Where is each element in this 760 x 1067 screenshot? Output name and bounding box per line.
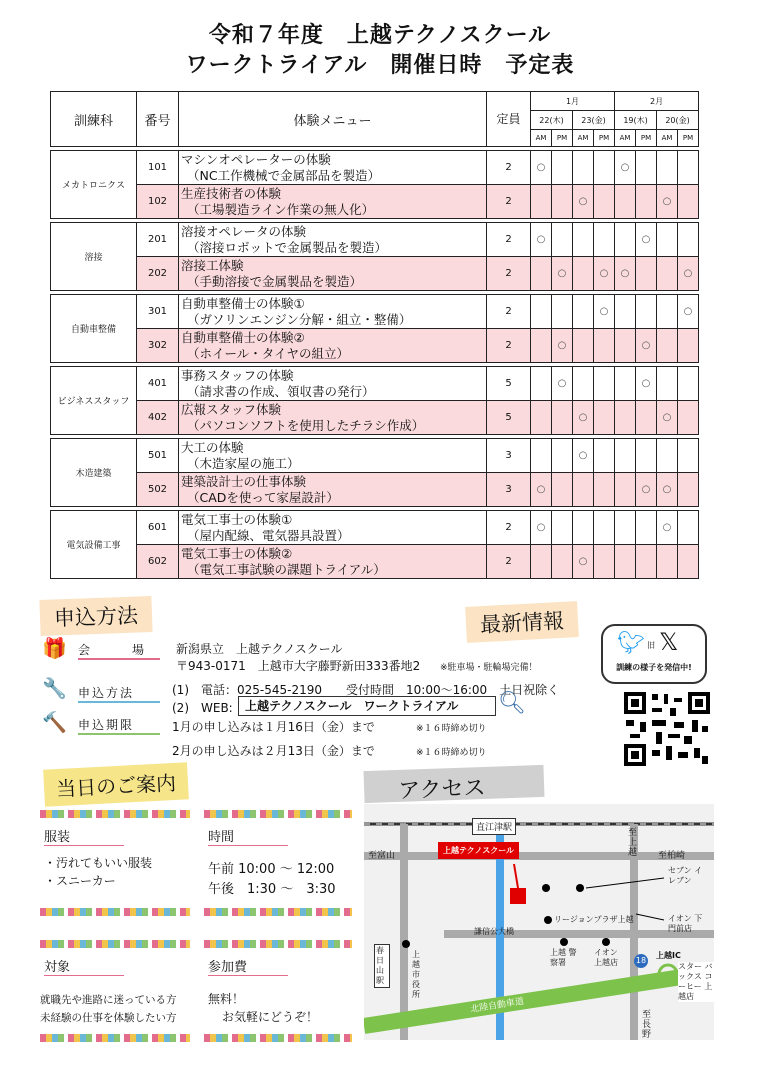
capacity-cell: 2 bbox=[487, 295, 531, 329]
map-label: 至富山 bbox=[368, 851, 396, 861]
table-row bbox=[51, 257, 699, 291]
map-label: リージョンプラザ上越 bbox=[554, 915, 634, 924]
menu-cell bbox=[179, 151, 487, 185]
slot-cell bbox=[615, 367, 636, 401]
table-row bbox=[51, 439, 699, 473]
news-banner: 最新情報 bbox=[465, 601, 579, 643]
slot-cell bbox=[552, 473, 573, 507]
slot-cell bbox=[678, 329, 699, 363]
header-menu: 体験メニュー bbox=[179, 92, 487, 147]
header-ampm: PM bbox=[636, 130, 657, 147]
time-am: 午前 10:00 ～ 12:00 bbox=[208, 862, 335, 877]
slot-cell bbox=[657, 223, 678, 257]
slot-cell bbox=[636, 185, 657, 219]
map-label: イオン 上越店 bbox=[594, 948, 618, 967]
slot-cell: ○ bbox=[552, 257, 573, 291]
map-route-icon: 18 bbox=[634, 954, 648, 968]
target-title: 対象 bbox=[44, 956, 124, 976]
slot-cell: ○ bbox=[552, 367, 573, 401]
header-month-jan: 1月 bbox=[531, 92, 615, 111]
slot-cell bbox=[552, 185, 573, 219]
menu-detail: （ガソリンエンジン分解・組立・整備） bbox=[187, 311, 412, 327]
slot-cell bbox=[657, 439, 678, 473]
header-day: 20(金) bbox=[657, 111, 699, 130]
table-row bbox=[51, 367, 699, 401]
header-month-feb: 2月 bbox=[615, 92, 699, 111]
venue-address: 〒943-0171 上越市大字藤野新田333番地2 bbox=[176, 659, 421, 673]
slot-cell bbox=[531, 401, 552, 435]
bunting-decoration bbox=[204, 940, 352, 948]
header-ampm: AM bbox=[531, 130, 552, 147]
header-ampm: PM bbox=[594, 130, 615, 147]
menu-detail: （屋内配線、電気器具設置） bbox=[187, 527, 350, 543]
venue-label: 会 場 bbox=[78, 641, 160, 660]
menu-cell bbox=[179, 439, 487, 473]
slot-cell bbox=[594, 511, 615, 545]
capacity-cell: 5 bbox=[487, 401, 531, 435]
map-label: 北陸自動車道 bbox=[469, 996, 525, 1016]
slot-cell bbox=[636, 511, 657, 545]
menu-detail: （請求書の作成、領収書の発行） bbox=[187, 383, 375, 399]
header-ampm: AM bbox=[615, 130, 636, 147]
apply-banner: 申込方法 bbox=[39, 596, 152, 636]
table-row bbox=[51, 511, 699, 545]
method-web-prefix: (2) WEB: bbox=[172, 701, 233, 715]
page-title-line1: 令和７年度 上越テクノスクール bbox=[208, 23, 552, 48]
header-num: 番号 bbox=[137, 92, 179, 147]
slot-cell bbox=[678, 511, 699, 545]
slot-cell bbox=[594, 439, 615, 473]
slot-cell bbox=[636, 401, 657, 435]
sns-bubble bbox=[601, 624, 707, 684]
slot-cell bbox=[678, 367, 699, 401]
slot-cell: ○ bbox=[594, 295, 615, 329]
slot-cell: ○ bbox=[636, 329, 657, 363]
slot-cell bbox=[678, 439, 699, 473]
slot-cell: ○ bbox=[615, 151, 636, 185]
slot-cell bbox=[657, 295, 678, 329]
bunting-decoration bbox=[40, 1034, 190, 1042]
header-day: 19(木) bbox=[615, 111, 657, 130]
header-dept: 訓練科 bbox=[51, 92, 137, 147]
capacity-cell: 3 bbox=[487, 439, 531, 473]
time-title: 時間 bbox=[208, 826, 288, 846]
sns-old-prefix: 旧 bbox=[647, 641, 655, 650]
target-item: 就職先や進路に迷っている方 bbox=[40, 994, 177, 1006]
num-cell: 501 bbox=[137, 439, 179, 473]
method-phone: (1) 電話：025-545-2190 受付時間 10:00～16:00 土日祝除く bbox=[172, 683, 560, 697]
menu-title: 大工の体験 bbox=[181, 439, 244, 455]
slot-cell bbox=[573, 223, 594, 257]
slot-cell: ○ bbox=[531, 223, 552, 257]
slot-cell bbox=[531, 329, 552, 363]
table-row bbox=[51, 185, 699, 219]
map-label: 上越IC bbox=[656, 951, 681, 960]
page-title-line2: ワークトライアル 開催日時 予定表 bbox=[185, 53, 575, 78]
capacity-cell: 2 bbox=[487, 223, 531, 257]
capacity-cell: 2 bbox=[487, 511, 531, 545]
slot-cell bbox=[657, 151, 678, 185]
slot-cell bbox=[531, 545, 552, 579]
deadline-jan-note: ※１６時締め切り bbox=[416, 724, 487, 734]
slot-cell: ○ bbox=[531, 511, 552, 545]
clothes-item: ・汚れてもいい服装 bbox=[44, 856, 153, 870]
menu-detail: （溶接ロボットで金属製品を製造） bbox=[187, 239, 388, 255]
slot-cell bbox=[573, 367, 594, 401]
bunting-decoration bbox=[204, 1034, 352, 1042]
num-cell: 101 bbox=[137, 151, 179, 185]
header-ampm: PM bbox=[678, 130, 699, 147]
day-guide-banner: 当日のご案内 bbox=[43, 762, 189, 806]
access-map[interactable] bbox=[364, 804, 714, 1040]
map-label: イオン 下門前店 bbox=[668, 914, 703, 933]
table-row bbox=[51, 401, 699, 435]
header-capacity: 定員 bbox=[487, 92, 531, 147]
menu-title: 溶接工体験 bbox=[181, 257, 244, 273]
map-label: 至長野 bbox=[642, 1010, 652, 1040]
table-row bbox=[51, 295, 699, 329]
num-cell: 202 bbox=[137, 257, 179, 291]
num-cell: 401 bbox=[137, 367, 179, 401]
capacity-cell: 2 bbox=[487, 545, 531, 579]
target-item: 未経験の仕事を体験したい方 bbox=[40, 1012, 177, 1024]
map-label: 至上越 bbox=[628, 828, 638, 858]
slot-cell bbox=[573, 151, 594, 185]
slot-cell bbox=[552, 545, 573, 579]
slot-cell bbox=[615, 223, 636, 257]
slot-cell bbox=[573, 511, 594, 545]
dept-cell: 電気設備工事 bbox=[51, 511, 137, 579]
search-icon[interactable]: 🔍︎ bbox=[498, 691, 526, 716]
clothes-title: 服装 bbox=[44, 826, 124, 846]
menu-title: 建築設計士の仕事体験 bbox=[181, 473, 307, 489]
bird-icon: 🐦︎ bbox=[617, 631, 645, 656]
method-label: 申込方法 bbox=[78, 684, 160, 703]
slot-cell bbox=[594, 329, 615, 363]
slot-cell bbox=[678, 401, 699, 435]
bunting-decoration bbox=[204, 810, 352, 818]
menu-cell bbox=[179, 223, 487, 257]
slot-cell bbox=[615, 545, 636, 579]
slot-cell bbox=[657, 329, 678, 363]
menu-cell bbox=[179, 295, 487, 329]
dept-cell: 木造建築 bbox=[51, 439, 137, 507]
slot-cell: ○ bbox=[552, 329, 573, 363]
qr-code-icon[interactable] bbox=[622, 690, 712, 768]
header-day: 23(金) bbox=[573, 111, 615, 130]
slot-cell bbox=[678, 185, 699, 219]
slot-cell: ○ bbox=[657, 473, 678, 507]
deadline-feb: 2月の申し込みは２月13日（金）まで bbox=[172, 744, 375, 758]
slot-cell bbox=[573, 257, 594, 291]
dept-cell: ビジネススタッフ bbox=[51, 367, 137, 435]
deadline-feb-note: ※１６時締め切り bbox=[416, 748, 487, 758]
table-row bbox=[51, 151, 699, 185]
menu-detail: （工場製造ライン作業の無人化） bbox=[187, 201, 375, 217]
fee-free: 無料！ bbox=[208, 992, 245, 1006]
slot-cell bbox=[615, 473, 636, 507]
slot-cell bbox=[636, 295, 657, 329]
num-cell: 302 bbox=[137, 329, 179, 363]
capacity-cell: 2 bbox=[487, 329, 531, 363]
menu-detail: （木造家屋の施工） bbox=[187, 455, 300, 471]
slot-cell bbox=[552, 151, 573, 185]
map-label: セブン イレブン bbox=[668, 866, 703, 885]
gift-icon: 🎁 bbox=[42, 636, 67, 660]
slot-cell bbox=[615, 295, 636, 329]
fee-title: 参加費 bbox=[208, 956, 288, 976]
capacity-cell: 2 bbox=[487, 257, 531, 291]
venue-parking-note: ※駐車場・駐輪場完備！ bbox=[440, 663, 538, 673]
deadline-jan: 1月の申し込みは１月16日（金）まで bbox=[172, 720, 375, 734]
slot-cell: ○ bbox=[636, 473, 657, 507]
map-label: 上越 警察署 bbox=[550, 948, 577, 967]
menu-title: 事務スタッフの体験 bbox=[181, 367, 294, 383]
menu-detail: （NC工作機械で金属部品を製造） bbox=[187, 167, 381, 183]
table-row bbox=[51, 223, 699, 257]
slot-cell bbox=[678, 545, 699, 579]
slot-cell: ○ bbox=[657, 511, 678, 545]
slot-cell bbox=[552, 401, 573, 435]
header-ampm: AM bbox=[657, 130, 678, 147]
table-row bbox=[51, 473, 699, 507]
map-school-label: 上越テクノスクール bbox=[438, 842, 519, 859]
slot-cell bbox=[594, 473, 615, 507]
bunting-decoration bbox=[40, 908, 190, 916]
slot-cell: ○ bbox=[657, 401, 678, 435]
menu-detail: （電気工事試験の課題トライアル） bbox=[187, 561, 386, 577]
x-logo-icon: 𝕏 bbox=[659, 628, 679, 656]
menu-title: 溶接オペレータの体験 bbox=[181, 223, 307, 239]
menu-detail: （ホイール・タイヤの組立） bbox=[187, 345, 350, 361]
slot-cell bbox=[594, 401, 615, 435]
slot-cell bbox=[531, 439, 552, 473]
bunting-decoration bbox=[40, 810, 190, 818]
num-cell: 502 bbox=[137, 473, 179, 507]
venue-name: 新潟県立 上越テクノスクール bbox=[176, 642, 343, 656]
slot-cell: ○ bbox=[531, 151, 552, 185]
header-ampm: AM bbox=[573, 130, 594, 147]
num-cell: 601 bbox=[137, 511, 179, 545]
header-ampm: PM bbox=[552, 130, 573, 147]
bunting-decoration bbox=[204, 908, 352, 916]
num-cell: 102 bbox=[137, 185, 179, 219]
menu-title: 電気工事士の体験② bbox=[181, 545, 293, 561]
dept-cell: 溶接 bbox=[51, 223, 137, 291]
table-row bbox=[51, 545, 699, 579]
slot-cell bbox=[552, 511, 573, 545]
menu-cell bbox=[179, 367, 487, 401]
slot-cell: ○ bbox=[636, 367, 657, 401]
clothes-item: ・スニーカー bbox=[44, 874, 116, 888]
deadline-label: 申込期限 bbox=[78, 716, 160, 735]
header-day: 22(木) bbox=[531, 111, 573, 130]
slot-cell bbox=[531, 257, 552, 291]
map-station-label: 直江津駅 bbox=[472, 818, 516, 835]
menu-title: 電気工事士の体験① bbox=[181, 511, 293, 527]
slot-cell bbox=[636, 257, 657, 291]
slot-cell bbox=[678, 151, 699, 185]
slot-cell bbox=[552, 295, 573, 329]
menu-cell bbox=[179, 329, 487, 363]
search-box[interactable]: 上越テクノスクール ワークトライアル bbox=[238, 696, 496, 716]
slot-cell: ○ bbox=[573, 401, 594, 435]
slot-cell: ○ bbox=[636, 223, 657, 257]
menu-title: 生産技術者の体験 bbox=[181, 185, 282, 201]
slot-cell: ○ bbox=[573, 185, 594, 219]
capacity-cell: 2 bbox=[487, 151, 531, 185]
menu-cell bbox=[179, 401, 487, 435]
slot-cell bbox=[573, 329, 594, 363]
menu-detail: （手動溶接で金属製品を製造） bbox=[187, 273, 363, 289]
slot-cell bbox=[636, 151, 657, 185]
fee-welcome: お気軽にどうぞ！ bbox=[222, 1010, 319, 1024]
slot-cell bbox=[594, 545, 615, 579]
slot-cell bbox=[594, 223, 615, 257]
map-label: 上越市役所 bbox=[412, 950, 420, 999]
slot-cell bbox=[615, 511, 636, 545]
map-label: 至柏崎 bbox=[658, 851, 686, 861]
slot-cell bbox=[594, 185, 615, 219]
slot-cell bbox=[573, 295, 594, 329]
num-cell: 201 bbox=[137, 223, 179, 257]
slot-cell bbox=[552, 439, 573, 473]
num-cell: 301 bbox=[137, 295, 179, 329]
slot-cell bbox=[615, 401, 636, 435]
map-label: スター バックス コーヒー 上越店 bbox=[678, 962, 713, 1001]
dept-cell: メカトロニクス bbox=[51, 151, 137, 219]
slot-cell: ○ bbox=[615, 257, 636, 291]
map-label: 春日山駅 bbox=[374, 944, 390, 988]
access-banner: アクセス bbox=[363, 765, 544, 803]
slot-cell: ○ bbox=[573, 545, 594, 579]
slot-cell bbox=[678, 223, 699, 257]
slot-cell: ○ bbox=[678, 257, 699, 291]
slot-cell bbox=[531, 185, 552, 219]
menu-cell bbox=[179, 511, 487, 545]
time-pm: 午後 1:30 ～ 3:30 bbox=[208, 882, 336, 897]
num-cell: 602 bbox=[137, 545, 179, 579]
hammer-icon: 🔨 bbox=[42, 710, 67, 734]
slot-cell: ○ bbox=[657, 185, 678, 219]
menu-cell bbox=[179, 473, 487, 507]
menu-cell bbox=[179, 185, 487, 219]
slot-cell bbox=[531, 367, 552, 401]
menu-detail: （CADを使って家屋設計） bbox=[187, 489, 339, 505]
menu-cell bbox=[179, 257, 487, 291]
slot-cell bbox=[594, 367, 615, 401]
slot-cell bbox=[678, 473, 699, 507]
slot-cell bbox=[594, 151, 615, 185]
slot-cell bbox=[615, 185, 636, 219]
schedule-table bbox=[50, 91, 699, 579]
slot-cell: ○ bbox=[531, 473, 552, 507]
sns-caption: 訓練の様子を発信中! bbox=[616, 663, 692, 672]
slot-cell bbox=[636, 545, 657, 579]
slot-cell bbox=[552, 223, 573, 257]
menu-cell bbox=[179, 545, 487, 579]
slot-cell bbox=[573, 473, 594, 507]
slot-cell bbox=[531, 295, 552, 329]
capacity-cell: 3 bbox=[487, 473, 531, 507]
slot-cell: ○ bbox=[678, 295, 699, 329]
map-label: 謙信公大橋 bbox=[474, 927, 514, 936]
menu-title: マシンオペレーターの体験 bbox=[181, 151, 331, 167]
menu-title: 自動車整備士の体験① bbox=[181, 295, 305, 311]
num-cell: 402 bbox=[137, 401, 179, 435]
slot-cell: ○ bbox=[594, 257, 615, 291]
menu-detail: （パソコンソフトを使用したチラシ作成） bbox=[187, 417, 425, 433]
slot-cell bbox=[615, 439, 636, 473]
bunting-decoration bbox=[40, 940, 190, 948]
table-row bbox=[51, 329, 699, 363]
slot-cell: ○ bbox=[573, 439, 594, 473]
slot-cell bbox=[636, 439, 657, 473]
map-roads bbox=[364, 804, 714, 1040]
slot-cell bbox=[657, 367, 678, 401]
dept-cell: 自動車整備 bbox=[51, 295, 137, 363]
slot-cell bbox=[657, 257, 678, 291]
capacity-cell: 2 bbox=[487, 185, 531, 219]
menu-title: 自動車整備士の体験② bbox=[181, 329, 305, 345]
menu-title: 広報スタッフ体験 bbox=[181, 401, 282, 417]
slot-cell bbox=[615, 329, 636, 363]
capacity-cell: 5 bbox=[487, 367, 531, 401]
wrench-icon: 🔧 bbox=[42, 676, 67, 700]
slot-cell bbox=[657, 545, 678, 579]
